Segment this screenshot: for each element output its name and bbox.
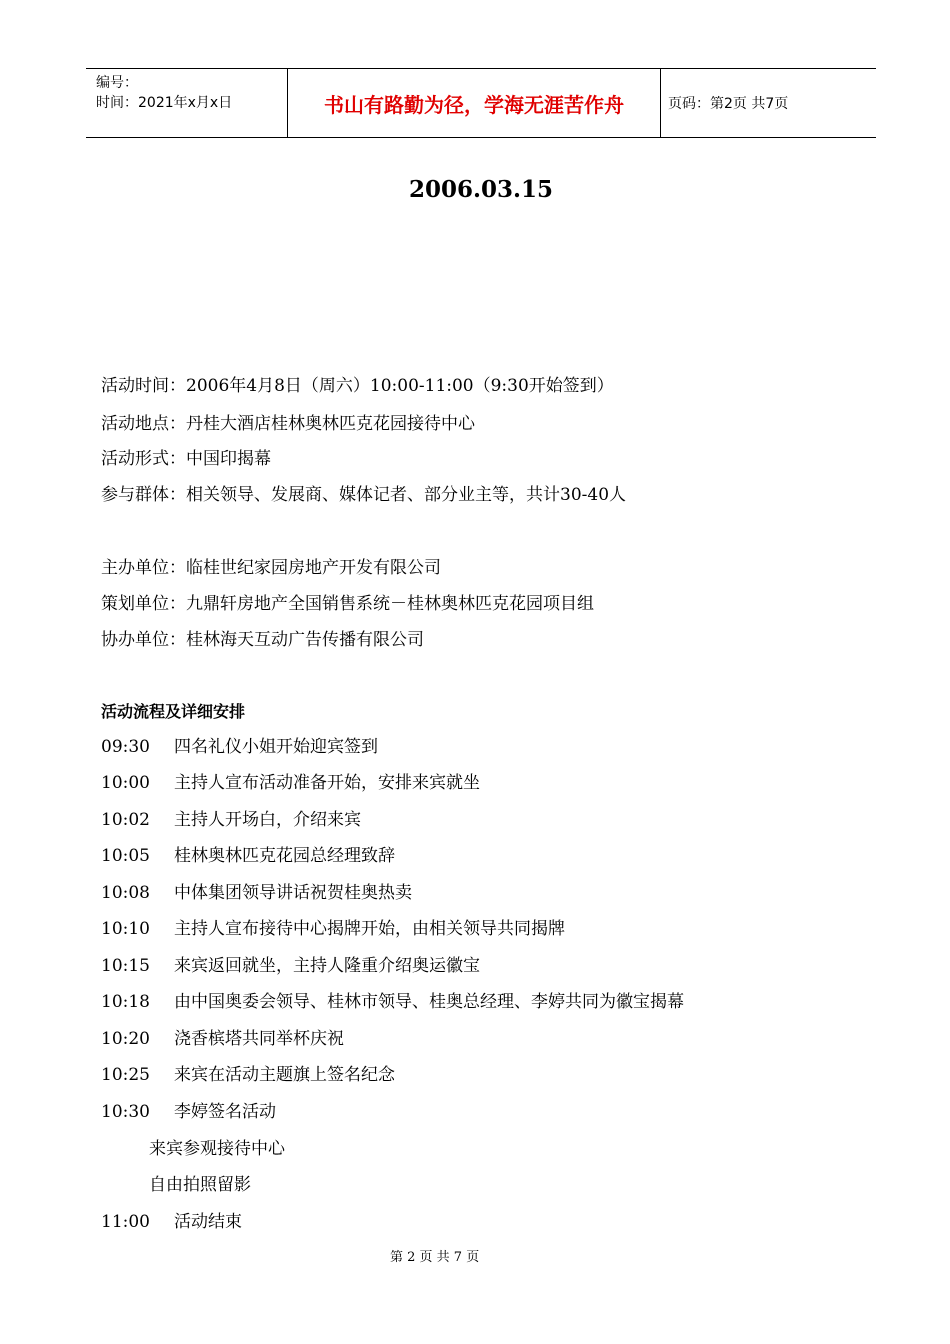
info-attendees: 参与群体：相关领导、发展商、媒体记者、部分业主等，共计30-40人 xyxy=(101,485,627,505)
schedule-row xyxy=(101,1210,242,1234)
schedule-row xyxy=(101,1027,344,1051)
schedule-time: 10:15 xyxy=(101,956,150,976)
schedule-row xyxy=(149,1173,251,1197)
unit-assistant: 协办单位：桂林海天互动广告传播有限公司 xyxy=(101,630,424,650)
header-meta xyxy=(96,73,286,113)
schedule-text: 四名礼仪小姐开始迎宾签到 xyxy=(174,737,378,757)
document-title: 2006.03.15 xyxy=(408,176,554,203)
unit-planner: 策划单位：九鼎轩房地产全国销售系统－桂林奥林匹克花园项目组 xyxy=(101,594,594,614)
schedule-row xyxy=(101,1100,276,1124)
schedule-text: 来宾返回就坐，主持人隆重介绍奥运徽宝 xyxy=(174,956,480,976)
schedule-text: 浇香槟塔共同举杯庆祝 xyxy=(174,1029,344,1049)
schedule-text: 中体集团领导讲话祝贺桂奥热卖 xyxy=(174,883,412,903)
schedule-text: 李婷签名活动 xyxy=(174,1102,276,1122)
schedule-title: 活动流程及详细安排 xyxy=(101,702,246,721)
schedule-time: 09:30 xyxy=(101,737,150,757)
schedule-time: 11:00 xyxy=(101,1212,150,1232)
schedule-time: 10:05 xyxy=(101,846,150,866)
schedule-row xyxy=(101,844,395,868)
code-label: 编号： xyxy=(96,75,138,91)
page-header xyxy=(86,68,876,138)
schedule-row xyxy=(101,735,378,759)
schedule-row xyxy=(101,954,480,978)
schedule-row xyxy=(101,808,361,832)
info-format: 活动形式：中国印揭幕 xyxy=(101,449,271,469)
schedule-row xyxy=(101,990,684,1014)
schedule-text: 来宾参观接待中心 xyxy=(149,1139,285,1159)
unit-host: 主办单位：临桂世纪家园房地产开发有限公司 xyxy=(101,558,441,578)
schedule-row xyxy=(101,917,565,941)
schedule-row xyxy=(101,1063,395,1087)
schedule-time: 10:30 xyxy=(101,1102,150,1122)
schedule-text: 主持人宣布接待中心揭牌开始，由相关领导共同揭牌 xyxy=(174,919,565,939)
schedule-row xyxy=(101,771,480,795)
schedule-time: 10:25 xyxy=(101,1065,150,1085)
schedule-text: 活动结束 xyxy=(174,1212,242,1232)
schedule-time: 10:18 xyxy=(101,992,150,1012)
schedule-time: 10:20 xyxy=(101,1029,150,1049)
header-motto: 书山有路勤为径，学海无涯苦作舟 xyxy=(324,92,624,117)
header-divider xyxy=(660,69,661,137)
info-time: 活动时间：2006年4月8日（周六）10:00-11:00（9:30开始签到） xyxy=(101,376,614,396)
page-footer: 第 2 页 共 7 页 xyxy=(390,1250,480,1265)
schedule-time: 10:00 xyxy=(101,773,150,793)
header-page-info: 页码：第2页 共7页 xyxy=(668,96,789,112)
schedule-time: 10:08 xyxy=(101,883,150,903)
schedule-row xyxy=(149,1137,285,1161)
schedule-text: 来宾在活动主题旗上签名纪念 xyxy=(174,1065,395,1085)
schedule-text: 由中国奥委会领导、桂林市领导、桂奥总经理、李婷共同为徽宝揭幕 xyxy=(174,992,684,1012)
schedule-text: 主持人宣布活动准备开始，安排来宾就坐 xyxy=(174,773,480,793)
schedule-text: 桂林奥林匹克花园总经理致辞 xyxy=(174,846,395,866)
schedule-text: 自由拍照留影 xyxy=(149,1175,251,1195)
schedule-time: 10:10 xyxy=(101,919,150,939)
schedule-time: 10:02 xyxy=(101,810,150,830)
schedule-text: 主持人开场白，介绍来宾 xyxy=(174,810,361,830)
time-label: 时间：2021年x月x日 xyxy=(96,95,233,111)
schedule-row xyxy=(101,881,412,905)
info-location: 活动地点：丹桂大酒店桂林奥林匹克花园接待中心 xyxy=(101,414,475,434)
